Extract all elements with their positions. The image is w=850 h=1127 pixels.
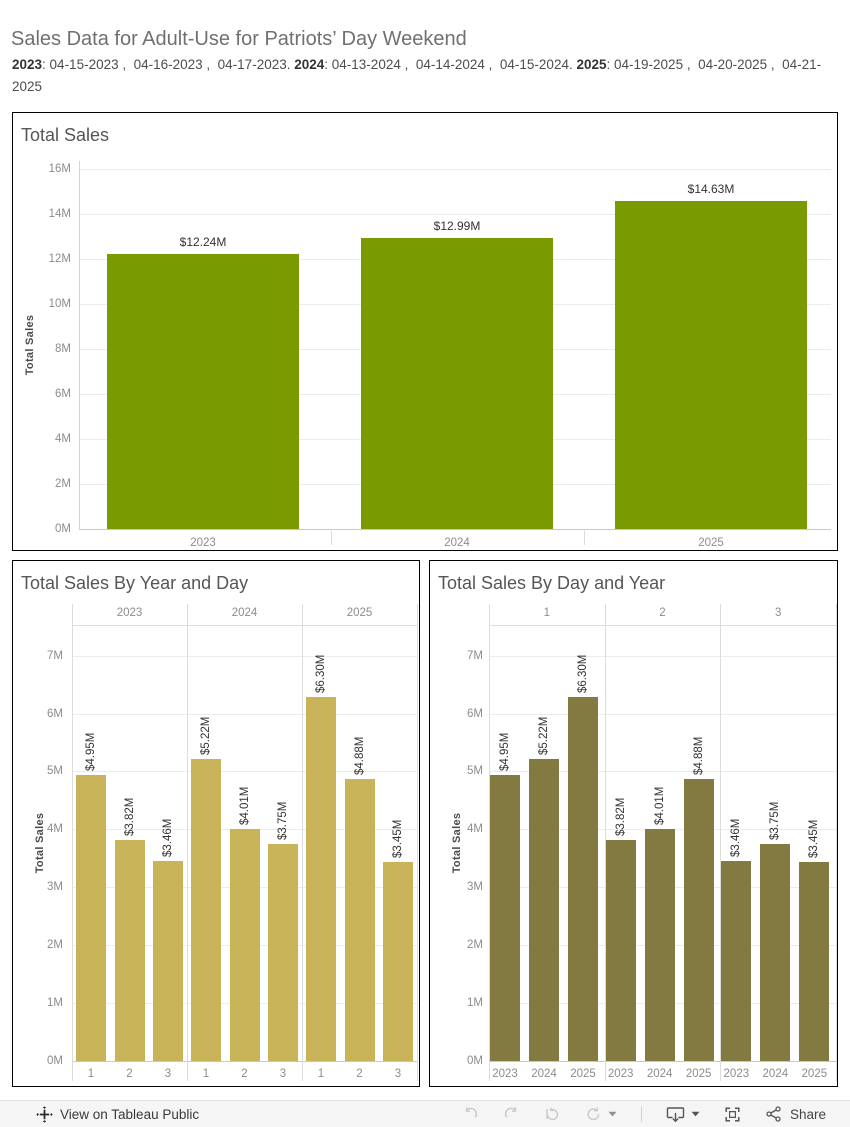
column-header: 3 <box>774 607 782 619</box>
share-icon <box>765 1106 783 1122</box>
bar-value-label: $3.46M <box>730 818 743 857</box>
bar-value-label: $3.82M <box>614 797 627 837</box>
y-tick-label: 2M <box>467 938 483 951</box>
x-tick-label: 2023 <box>190 537 216 549</box>
x-tick-label: 2024 <box>531 1068 557 1080</box>
bar-2024[interactable] <box>361 238 553 529</box>
y-tick-label: 4M <box>55 432 71 445</box>
view-on-tableau-public-link[interactable] <box>36 1106 199 1123</box>
y-tick-label: 4M <box>467 823 483 836</box>
share-label: Share <box>789 1106 826 1122</box>
revert-icon <box>544 1106 561 1123</box>
y-tick-label: 0M <box>55 522 71 535</box>
bar-2024-1[interactable] <box>191 759 221 1061</box>
x-tick-label: 1 <box>317 1068 325 1080</box>
bar-2-2025[interactable] <box>684 779 714 1061</box>
x-tick-label: 2 <box>241 1068 248 1080</box>
revert-button[interactable] <box>544 1106 561 1123</box>
x-tick-label: 2024 <box>762 1068 789 1080</box>
y-tick-label: 0M <box>47 1054 63 1067</box>
bar-3-2025[interactable] <box>799 862 829 1061</box>
y-tick-label: 6M <box>467 707 483 720</box>
y-gridline <box>79 169 831 170</box>
redo-icon <box>503 1106 520 1123</box>
subtitle-year-2023: 2023 <box>12 57 43 72</box>
y-tick-label: 0M <box>467 1054 483 1067</box>
fullscreen-button[interactable] <box>724 1106 741 1123</box>
x-tick-label: 1 <box>202 1068 210 1080</box>
y-tick-label: 12M <box>48 253 71 266</box>
bar-value-label: $4.95M <box>85 732 97 771</box>
y-tick-label: 7M <box>47 649 63 662</box>
y-gridline <box>72 656 417 657</box>
x-tick-label: 3 <box>279 1068 287 1080</box>
bar-2-2023[interactable] <box>606 840 636 1061</box>
bar-2024-2[interactable] <box>230 829 260 1061</box>
bar-value-label: $4.01M <box>238 786 251 826</box>
share-button[interactable] <box>765 1106 826 1122</box>
x-tick-label: 2023 <box>723 1068 750 1080</box>
y-axis-title: Total Sales <box>451 812 463 874</box>
bar-value-label: $6.30M <box>577 654 589 693</box>
download-display-icon <box>666 1106 685 1123</box>
dashboard-subtitle <box>12 54 834 98</box>
bar-2023-2[interactable] <box>115 840 145 1061</box>
bar-value-label: $3.45M <box>392 819 404 858</box>
bar-value-label: $6.30M <box>315 654 327 693</box>
bar-1-2023[interactable] <box>490 775 520 1061</box>
tableau-logo-icon <box>36 1106 53 1123</box>
header-band-line <box>489 625 836 626</box>
subtitle-year-2025: 2025 <box>576 57 607 72</box>
bar-2-2024[interactable] <box>645 829 675 1061</box>
undo-icon <box>462 1106 479 1123</box>
plot-border <box>417 604 418 1081</box>
y-tick-label: 3M <box>467 881 483 894</box>
y-tick-label: 5M <box>47 765 63 778</box>
x-tick-label: 2025 <box>685 1068 712 1080</box>
x-tick-label: 1 <box>87 1068 95 1080</box>
chart-total-sales-by-day-and-year <box>429 560 838 1087</box>
y-axis-line <box>79 161 80 529</box>
bar-value-label: $4.88M <box>353 736 366 775</box>
y-axis-title: Total Sales <box>24 314 36 376</box>
x-tick-label: 3 <box>164 1068 172 1080</box>
y-tick-label: 8M <box>55 342 71 355</box>
refresh-icon <box>585 1106 602 1123</box>
caret-down-icon <box>691 1111 700 1117</box>
bar-value-label: $3.75M <box>277 801 289 841</box>
zone-tick <box>331 529 332 545</box>
refresh-menu-caret[interactable] <box>608 1111 617 1117</box>
x-tick-label: 2023 <box>492 1068 518 1080</box>
plot-border <box>72 604 73 1081</box>
bar-2025[interactable] <box>615 201 807 529</box>
bar-value-label: $3.75M <box>769 801 782 841</box>
download-menu-caret[interactable] <box>691 1111 700 1117</box>
x-tick-label: 2 <box>126 1068 133 1080</box>
dashboard-title: Sales Data for Adult-Use for Patriots’ Day Weekend <box>11 28 467 50</box>
y-tick-label: 6M <box>55 387 71 400</box>
bar-2024-3[interactable] <box>268 844 298 1061</box>
subtitle-dates-2024: : 04-13-2024 , 04-14-2024 , 04-15-2024. <box>324 57 577 72</box>
subtitle-year-2024: 2024 <box>294 57 325 72</box>
caret-down-icon <box>608 1111 617 1117</box>
bar-value-label: $3.45M <box>808 819 821 858</box>
bar-value-label: $3.46M <box>162 818 174 857</box>
y-tick-label: 5M <box>467 765 483 778</box>
y-tick-label: 2M <box>55 477 71 490</box>
bar-2025-2[interactable] <box>345 779 375 1061</box>
column-header: 1 <box>543 607 551 619</box>
bar-2023-3[interactable] <box>153 861 183 1061</box>
bar-2025-1[interactable] <box>306 697 336 1061</box>
bar-2025-3[interactable] <box>383 862 413 1061</box>
bar-value-label: $12.24M <box>179 235 227 250</box>
bar-3-2024[interactable] <box>760 844 790 1061</box>
y-tick-label: 3M <box>47 881 63 894</box>
x-axis-line <box>79 529 831 530</box>
chart-title: Total Sales <box>21 125 110 145</box>
bar-2023-1[interactable] <box>76 775 106 1061</box>
subtitle-dates-2025: : 04-19-2025 , 04-20-2025 , 04-21-2025 <box>12 57 822 94</box>
x-tick-label: 2025 <box>698 537 724 549</box>
x-tick-label: 2024 <box>646 1068 673 1080</box>
subtitle-dates-2023: : 04-15-2023 , 04-16-2023 , 04-17-2023. <box>42 57 295 72</box>
plot-border <box>836 604 837 1081</box>
bar-value-label: $14.63M <box>687 181 735 196</box>
y-tick-label: 10M <box>48 298 71 311</box>
y-gridline <box>489 656 836 657</box>
view-on-tableau-public-label: View on Tableau Public <box>60 1106 200 1122</box>
bar-value-label: $5.22M <box>200 716 212 756</box>
y-tick-label: 1M <box>47 996 63 1009</box>
y-tick-label: 1M <box>467 996 483 1009</box>
bar-3-2023[interactable] <box>721 861 751 1061</box>
x-tick-label: 3 <box>394 1068 402 1080</box>
x-tick-label: 2025 <box>801 1068 828 1080</box>
bar-value-label: $3.82M <box>123 797 136 837</box>
chart-total-sales <box>12 112 838 551</box>
bar-value-label: $12.99M <box>433 218 481 233</box>
redo-button[interactable] <box>503 1106 520 1123</box>
refresh-button[interactable] <box>585 1106 602 1123</box>
column-header: 2023 <box>116 607 143 619</box>
chart-title: Total Sales By Day and Year <box>438 573 666 593</box>
bar-value-label: $4.95M <box>499 732 511 771</box>
group-divider <box>302 604 303 1081</box>
y-gridline <box>489 714 836 715</box>
chart-title: Total Sales By Year and Day <box>21 573 249 593</box>
bar-2023[interactable] <box>107 254 299 529</box>
bar-value-label: $4.88M <box>692 736 705 775</box>
x-axis-line <box>72 1061 417 1062</box>
toolbar-separator <box>641 1106 642 1122</box>
column-header: 2024 <box>231 607 258 619</box>
x-tick-label: 2023 <box>607 1068 634 1080</box>
bar-1-2025[interactable] <box>568 697 598 1061</box>
y-tick-label: 16M <box>48 163 71 176</box>
fullscreen-icon <box>724 1106 741 1123</box>
y-axis-title: Total Sales <box>34 812 46 874</box>
zone-tick <box>584 529 585 545</box>
bar-1-2024[interactable] <box>529 759 559 1061</box>
y-tick-label: 6M <box>47 707 63 720</box>
tableau-toolbar <box>0 1100 850 1127</box>
y-tick-label: 7M <box>467 649 483 662</box>
y-tick-label: 4M <box>47 823 63 836</box>
x-tick-label: 2025 <box>570 1068 596 1080</box>
bar-value-label: $5.22M <box>538 716 550 756</box>
toolbar-actions <box>438 1106 826 1123</box>
x-tick-label: 2 <box>356 1068 363 1080</box>
chart-total-sales-by-year-and-day <box>12 560 420 1087</box>
download-button[interactable] <box>666 1106 685 1123</box>
y-gridline <box>72 714 417 715</box>
x-axis-line <box>489 1061 836 1062</box>
group-divider <box>187 604 188 1081</box>
column-header: 2025 <box>346 607 373 619</box>
bar-value-label: $4.01M <box>653 786 666 826</box>
header-band-line <box>72 625 417 626</box>
column-header: 2 <box>659 607 666 619</box>
y-tick-label: 14M <box>48 208 71 221</box>
y-tick-label: 2M <box>47 938 63 951</box>
x-tick-label: 2024 <box>444 537 470 549</box>
undo-button[interactable] <box>462 1106 479 1123</box>
